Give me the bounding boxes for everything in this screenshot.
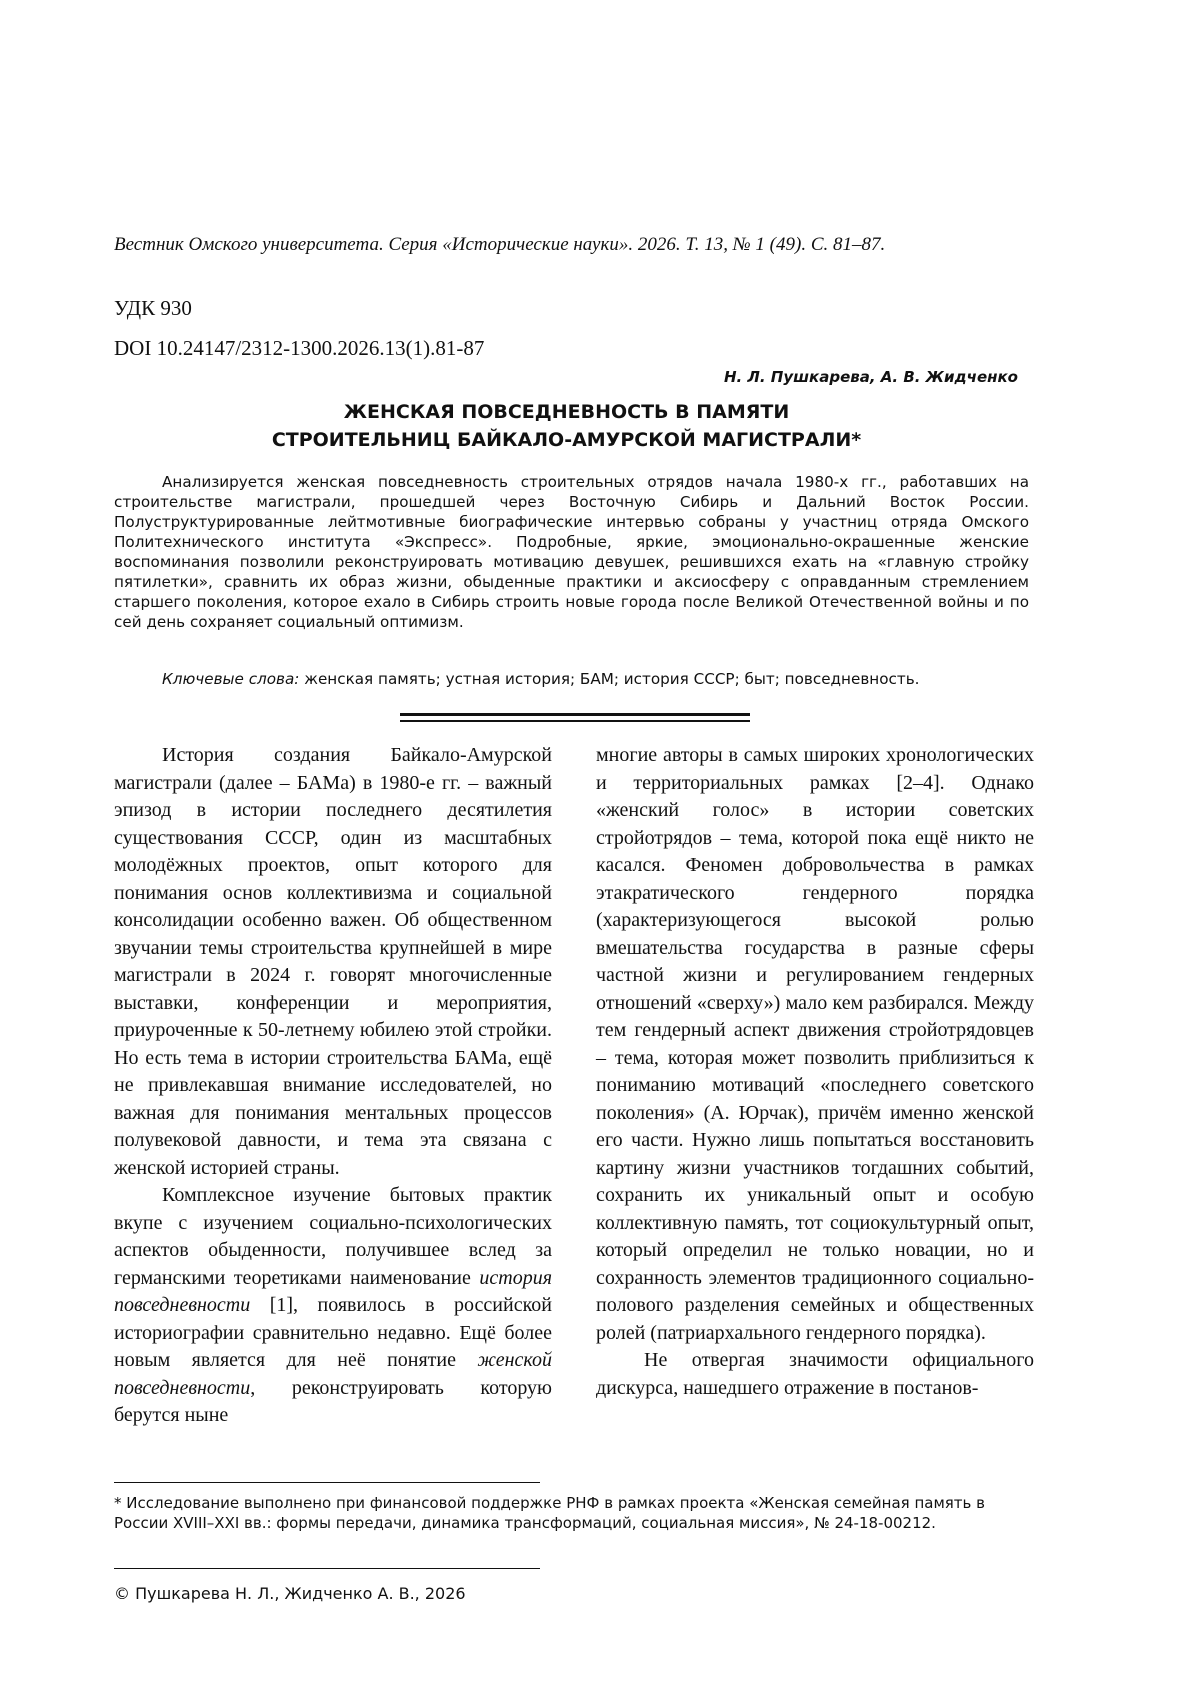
body-column-left xyxy=(114,742,552,1430)
keywords-label: Ключевые слова: xyxy=(162,670,300,688)
emphasis: история повседневности xyxy=(114,1266,552,1316)
footnote-rule xyxy=(114,1482,540,1483)
abstract: Анализируется женская повседневность строительных отрядов начала 1980-х гг., работавших на строительстве магистрали, прошедшей через Восточную Сибирь и Дальний Восток России. Полуструктурированные лейтмотивные биографические интервью собраны у участниц отряда Омского Политехнического института «Экспресс». Подробные, яркие, эмоционально-окрашенные женские воспоминания позволили реконструировать мотивацию девушек, решившихся ехать на «главную стройку пятилетки», сравнить их образ жизни, обыденные практики и аксиосферу с оправданным стремлением старшего поколения, которое ехало в Сибирь строить новые города после Великой Отечественной войны и по сей день сохраняет социальный оптимизм. xyxy=(114,473,1029,631)
authors: Н. Л. Пушкарева, А. В. Жидченко xyxy=(723,368,1018,386)
article-title xyxy=(114,398,1019,454)
keywords-text: женская память; устная история; БАМ; история СССР; быт; повседневность. xyxy=(299,670,920,688)
text-run: [1], появилось в российской историографии сравнительно недавно. Ещё более новым является для неё понятие xyxy=(114,1294,552,1371)
section-divider-thin xyxy=(400,720,750,722)
body-paragraph: многие авторы в самых широких хронологических и территориальных рамках [2–4]. Однако «женский голос» в истории советских стройотрядов – тема, которой пока ещё никто не касался. Феномен добровольчества в рамках этакратического гендерного порядка (характеризующегося высокой ролью вмешательства государства в разные сферы частной жизни и регулированием гендерных отношений «сверху») мало кем разбирался. Между тем гендерный аспект движения стройотрядовцев – тема, которая может позволить приблизиться к пониманию мотиваций «последнего советского поколения» (А. Юрчак), причём именно женской его части. Нужно лишь попытаться восстановить картину жизни участников тогдашних событий, сохранить их уникальный опыт и особую коллективную память, тот социокультурный опыт, который определил не только новации, но и сохранность элементов традиционного социально-полового разделения семейных и общественных ролей (патриархального гендерного порядка). xyxy=(596,744,1034,1344)
title-line-1: ЖЕНСКАЯ ПОВСЕДНЕВНОСТЬ В ПАМЯТИ xyxy=(343,401,790,423)
emphasis: женской повседневности xyxy=(114,1349,552,1399)
text-run: , реконструировать которую берутся ныне xyxy=(114,1376,552,1426)
section-divider-thick xyxy=(400,713,750,716)
body-paragraph: История создания Байкало-Амурской магистрали (далее – БАМа) в 1980-е гг. – важный эпизод в истории последнего десятилетия существования СССР, один из масштабных молодёжных проектов, опыт которого для понимания основ коллективизма и социальной консолидации особенно важен. Об общественном звучании темы строительства крупнейшей в мире магистрали в 2024 г. говорят многочисленные выставки, конференции и мероприятия, приуроченные к 50-летнему юбилею этой стройки. Но есть тема в истории строительства БАМа, ещё не привлекавшая внимание исследователей, но важная для понимания ментальных процессов полувековой давности, и тема эта связана с женской историей страны. xyxy=(114,744,552,1179)
udk-code: УДК 930 xyxy=(114,296,192,320)
doi: DOI 10.24147/2312-1300.2026.13(1).81-87 xyxy=(114,336,485,360)
copyright-rule xyxy=(114,1568,540,1569)
journal-citation: Вестник Омского университета. Серия «Исторические науки». 2026. Т. 13, № 1 (49). С. 81–87. xyxy=(114,234,886,255)
text-run: Комплексное изучение бытовых практик вкупе с изучением социально-психологических аспектов обыденности, получившее вслед за германскими теоретиками наименование xyxy=(114,1184,552,1289)
body-paragraph xyxy=(114,1182,552,1430)
keywords xyxy=(162,670,1032,688)
body-column-right xyxy=(596,742,1034,1402)
copyright: © Пушкарева Н. Л., Жидченко А. В., 2026 xyxy=(114,1584,466,1603)
body-paragraph: Не отвергая значимости официального дискурса, нашедшего отражение в постанов- xyxy=(596,1349,1034,1399)
footnote: * Исследование выполнено при финансовой поддержке РНФ в рамках проекта «Женская семейная память в России XVIII–XXI вв.: формы передачи, динамика трансформаций, социальная миссия», № 24-18-00212. xyxy=(114,1494,985,1532)
title-line-2: СТРОИТЕЛЬНИЦ БАЙКАЛО-АМУРСКОЙ МАГИСТРАЛИ* xyxy=(271,429,862,451)
